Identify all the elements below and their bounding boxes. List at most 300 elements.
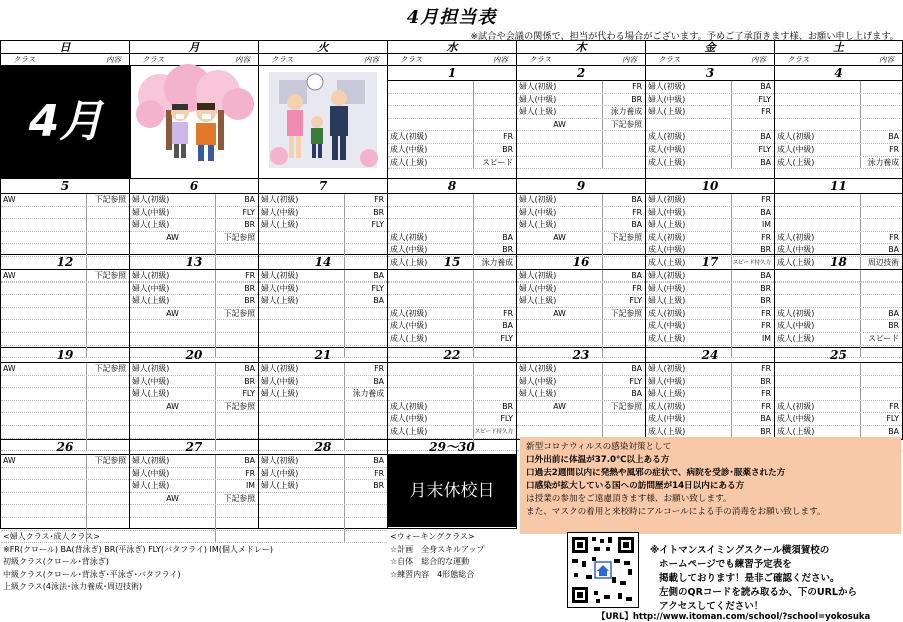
class-name: AW xyxy=(166,401,179,411)
schedule-row xyxy=(388,413,516,426)
class-name: 婦人(初級) xyxy=(261,195,299,204)
day-number: 5 xyxy=(1,179,129,194)
lesson-content: BR xyxy=(602,94,645,106)
covid-note: また、マスクの着用と来校時にアルコールによる手の消毒をお願い致します。 xyxy=(526,507,826,517)
schedule-row xyxy=(130,320,258,333)
schedule-row xyxy=(1,320,129,333)
class-name xyxy=(775,376,860,388)
content-subheader: 内容 xyxy=(364,55,379,64)
day-cell xyxy=(130,255,259,348)
class-name xyxy=(259,333,344,345)
lesson-content: BA xyxy=(860,308,902,320)
lesson-content: スピード xyxy=(860,333,902,345)
class-name: 成人(上級) xyxy=(777,257,815,267)
class-name: 婦人(初級) xyxy=(261,271,299,280)
school-url-link[interactable]: 【URL】http://www.itoman.com/school/?school=yokosuka xyxy=(597,612,871,622)
lesson-content: BA xyxy=(602,219,645,231)
lesson-content xyxy=(86,480,129,492)
schedule-row xyxy=(775,144,902,157)
qr-info-line: ホームページでも練習予定表を xyxy=(659,559,792,570)
lesson-content: FR xyxy=(473,308,516,320)
qr-code-icon[interactable] xyxy=(567,532,639,608)
day-cell xyxy=(388,440,517,529)
schedule-row xyxy=(517,388,645,401)
day-header: 日 xyxy=(0,40,130,54)
class-name: 婦人(中級) xyxy=(519,207,557,217)
content-subheader: 内容 xyxy=(751,55,766,64)
schedule-row xyxy=(1,401,129,414)
lesson-content: BA xyxy=(731,81,774,93)
schedule-row xyxy=(517,157,645,170)
schedule-row xyxy=(259,308,387,321)
lesson-content: スピード xyxy=(473,157,516,169)
day-cell xyxy=(775,66,903,179)
lesson-content xyxy=(86,468,129,480)
schedule-row xyxy=(775,413,902,426)
day-header: 月 xyxy=(130,40,259,54)
day-number: 8 xyxy=(388,179,516,194)
schedule-row xyxy=(130,376,258,389)
lesson-content xyxy=(344,401,387,413)
class-name xyxy=(388,81,473,93)
lesson-content: 泳力養成 xyxy=(344,388,387,400)
class-name: 成人(初級) xyxy=(777,232,815,242)
schedule-row xyxy=(130,194,258,207)
class-name: 婦人(初級) xyxy=(648,364,686,373)
covid-title: 新型コロナウィルスの感染対策として xyxy=(526,442,672,452)
class-name: 婦人(上級) xyxy=(132,389,170,399)
lesson-content: BR xyxy=(215,283,258,295)
class-name: 婦人(上級) xyxy=(261,220,299,230)
schedule-row xyxy=(388,320,516,333)
class-name: 婦人(初級) xyxy=(519,195,557,204)
schedule-row xyxy=(130,518,258,531)
class-name: 婦人(上級) xyxy=(519,107,557,117)
schedule-row xyxy=(388,376,516,389)
lesson-content xyxy=(86,320,129,332)
class-name: 婦人(上級) xyxy=(519,220,557,230)
class-name xyxy=(1,493,86,505)
column-subheader xyxy=(130,54,259,66)
schedule-row xyxy=(259,363,387,376)
class-name: 成人(初級) xyxy=(777,308,815,318)
schedule-row xyxy=(259,232,387,245)
class-name: 成人(中級) xyxy=(390,414,428,424)
class-name xyxy=(388,119,473,131)
content-subheader: 内容 xyxy=(235,55,250,64)
day-number: 18 xyxy=(775,255,902,270)
lesson-content xyxy=(860,219,902,231)
lesson-content: IM xyxy=(731,219,774,231)
schedule-row xyxy=(1,493,129,506)
day-cell xyxy=(130,66,259,179)
schedule-row xyxy=(646,94,774,107)
legend-line: ☆練習内容 4形態総合 xyxy=(390,569,475,579)
lesson-content: 下記参照 xyxy=(215,308,258,320)
schedule-row xyxy=(775,157,902,170)
lesson-content xyxy=(473,207,516,219)
day-number: 10 xyxy=(646,179,774,194)
legend-line: <ウォーキングクラス> xyxy=(390,532,475,541)
schedule-row xyxy=(775,401,902,414)
schedule-row xyxy=(775,320,902,333)
lesson-content: 下記参照 xyxy=(602,119,645,131)
lesson-content xyxy=(602,131,645,143)
lesson-content xyxy=(860,363,902,375)
lesson-content: FR xyxy=(602,81,645,93)
schedule-row xyxy=(130,505,258,518)
lesson-content: FLY xyxy=(215,388,258,400)
day-cell xyxy=(0,179,130,255)
class-name xyxy=(517,413,602,425)
class-name xyxy=(259,426,344,438)
schedule-row xyxy=(388,333,516,346)
class-name: AW xyxy=(166,308,179,318)
class-name: AW xyxy=(553,119,566,129)
day-cell xyxy=(388,348,517,440)
day-header: 金 xyxy=(646,40,775,54)
lesson-content xyxy=(860,119,902,131)
schedule-row xyxy=(517,270,645,283)
class-name: 婦人(中級) xyxy=(519,376,557,386)
legend-line: 上級クラス(4泳法･泳力養成･周辺技術) xyxy=(3,582,143,592)
class-name xyxy=(517,320,602,332)
day-number: 26 xyxy=(1,440,129,455)
lesson-content xyxy=(86,295,129,307)
class-name xyxy=(1,413,86,425)
class-name: 成人(中級) xyxy=(648,144,686,154)
schedule-row xyxy=(517,363,645,376)
class-name xyxy=(388,94,473,106)
schedule-row xyxy=(388,81,516,94)
class-name: 成人(中級) xyxy=(777,414,815,424)
schedule-row xyxy=(1,426,129,439)
lesson-content xyxy=(344,320,387,332)
schedule-row xyxy=(130,426,258,439)
schedule-row xyxy=(775,81,902,94)
class-name xyxy=(388,219,473,231)
class-name: 婦人(初級) xyxy=(132,456,170,465)
class-name: AW xyxy=(553,308,566,318)
class-name xyxy=(130,505,215,517)
class-name: 成人(初級) xyxy=(777,132,815,142)
class-name xyxy=(775,81,860,93)
lesson-content: BA xyxy=(473,320,516,332)
class-name xyxy=(775,207,860,219)
lesson-content xyxy=(473,219,516,231)
lesson-content xyxy=(473,363,516,375)
class-name: 婦人(中級) xyxy=(261,376,299,386)
class-name xyxy=(1,308,86,320)
class-name: AW xyxy=(166,232,179,242)
lesson-content xyxy=(473,119,516,131)
class-name: 成人(上級) xyxy=(648,257,686,267)
day-number: 28 xyxy=(259,440,387,455)
schedule-row xyxy=(775,308,902,321)
lesson-content xyxy=(860,270,902,282)
class-name: 婦人(上級) xyxy=(648,296,686,306)
class-name xyxy=(130,518,215,530)
schedule-row xyxy=(130,455,258,468)
class-name: 成人(初級) xyxy=(648,232,686,242)
column-subheader xyxy=(517,54,646,66)
lesson-content: BR xyxy=(344,207,387,219)
schedule-row xyxy=(388,270,516,283)
lesson-content: 泳力養成 xyxy=(602,106,645,118)
lesson-content xyxy=(215,333,258,345)
class-name: 成人(中級) xyxy=(777,321,815,331)
schedule-row xyxy=(259,388,387,401)
schedule-row xyxy=(517,144,645,157)
class-name xyxy=(775,94,860,106)
schedule-row xyxy=(130,468,258,481)
schedule-row xyxy=(517,333,645,346)
lesson-content: FR xyxy=(860,144,902,156)
class-name xyxy=(1,207,86,219)
lesson-content xyxy=(215,426,258,438)
class-name xyxy=(1,320,86,332)
class-name: 成人(中級) xyxy=(777,245,815,255)
lesson-content: BA xyxy=(860,244,902,256)
schedule-row xyxy=(259,518,387,531)
schedule-row xyxy=(1,219,129,232)
class-name xyxy=(775,270,860,282)
lesson-content: FLY xyxy=(215,207,258,219)
schedule-row xyxy=(775,376,902,389)
schedule-row xyxy=(259,376,387,389)
day-cell xyxy=(517,255,646,348)
class-name xyxy=(775,283,860,295)
class-name xyxy=(1,518,86,530)
class-name: 婦人(初級) xyxy=(132,195,170,204)
class-name: 成人(中級) xyxy=(648,321,686,331)
day-cell xyxy=(388,66,517,179)
class-subheader: クラス xyxy=(787,55,810,64)
lesson-content: FR xyxy=(731,320,774,332)
notice-text: ※試合や会議の関係で、担当が代わる場合がございます。予めご了承頂きます様、お願い申し上げます。 xyxy=(470,31,899,42)
class-name: 婦人(上級) xyxy=(132,220,170,230)
family-school-image xyxy=(259,66,387,176)
lesson-content: BA xyxy=(344,270,387,282)
class-name xyxy=(388,283,473,295)
schedule-row xyxy=(388,194,516,207)
lesson-content xyxy=(473,388,516,400)
lesson-content xyxy=(731,119,774,131)
day-number: 14 xyxy=(259,255,387,270)
schedule-row xyxy=(775,363,902,376)
class-name: AW xyxy=(3,456,16,465)
lesson-content: FR xyxy=(731,106,774,118)
schedule-row xyxy=(646,194,774,207)
class-name xyxy=(1,219,86,231)
lesson-content xyxy=(473,376,516,388)
lesson-content: 泳力養成 xyxy=(473,257,516,269)
class-name: 成人(初級) xyxy=(390,232,428,242)
class-name xyxy=(775,194,860,206)
lesson-content: BR xyxy=(860,320,902,332)
class-subheader: クラス xyxy=(529,55,552,64)
schedule-row xyxy=(130,283,258,296)
class-name: 成人(上級) xyxy=(390,257,428,267)
column-subheader xyxy=(388,54,517,66)
class-name xyxy=(259,232,344,244)
lesson-content xyxy=(86,518,129,530)
class-name: 婦人(中級) xyxy=(132,207,170,217)
day-cell xyxy=(259,440,388,529)
qr-info-text xyxy=(650,544,857,614)
schedule-row xyxy=(775,219,902,232)
schedule-row xyxy=(1,194,129,207)
lesson-content: BR xyxy=(215,295,258,307)
lesson-content: FR xyxy=(473,131,516,143)
lesson-content: FR xyxy=(860,232,902,244)
lesson-content: BA xyxy=(731,270,774,282)
schedule-row xyxy=(517,401,645,414)
day-number: 16 xyxy=(517,255,645,270)
class-name: 婦人(初級) xyxy=(261,364,299,373)
schedule-row xyxy=(775,207,902,220)
class-name xyxy=(130,426,215,438)
class-name: 婦人(初級) xyxy=(519,271,557,280)
lesson-content xyxy=(86,413,129,425)
schedule-row xyxy=(259,401,387,414)
schedule-row xyxy=(259,468,387,481)
class-name: 婦人(上級) xyxy=(648,107,686,117)
schedule-row xyxy=(646,207,774,220)
covid-item: 口感染が拡大している国への訪問歴が14日以内にある方 xyxy=(526,481,745,491)
class-name: 婦人(中級) xyxy=(519,283,557,293)
schedule-row xyxy=(1,413,129,426)
schedule-row xyxy=(775,131,902,144)
lesson-content xyxy=(602,413,645,425)
schedule-row xyxy=(1,270,129,283)
schedule-row xyxy=(259,207,387,220)
schedule-row xyxy=(130,480,258,493)
schedule-row xyxy=(259,455,387,468)
day-cell xyxy=(259,255,388,348)
day-header: 木 xyxy=(517,40,646,54)
class-name: 婦人(初級) xyxy=(519,82,557,91)
schedule-row xyxy=(517,283,645,296)
lesson-content xyxy=(473,295,516,307)
day-number: 9 xyxy=(517,179,645,194)
schedule-row xyxy=(517,308,645,321)
schedule-row xyxy=(775,333,902,346)
lesson-content: BA xyxy=(215,363,258,375)
lesson-content: FLY xyxy=(731,94,774,106)
class-name xyxy=(517,426,602,438)
lesson-content: FR xyxy=(602,207,645,219)
schedule-row xyxy=(130,295,258,308)
schedule-row xyxy=(517,320,645,333)
class-name: 婦人(初級) xyxy=(648,195,686,204)
schedule-row xyxy=(646,119,774,132)
class-name: 成人(中級) xyxy=(648,414,686,424)
column-subheader xyxy=(775,54,903,66)
day-cell xyxy=(775,255,903,348)
schedule-row xyxy=(646,388,774,401)
schedule-row xyxy=(646,376,774,389)
class-name: 婦人(中級) xyxy=(261,283,299,293)
lesson-content xyxy=(86,426,129,438)
schedule-row xyxy=(646,401,774,414)
lesson-content: FR xyxy=(344,468,387,480)
lesson-content xyxy=(215,413,258,425)
class-name: 婦人(上級) xyxy=(519,296,557,306)
schedule-row xyxy=(517,207,645,220)
lesson-content: BA xyxy=(731,131,774,143)
schedule-row xyxy=(517,413,645,426)
class-name: 成人(初級) xyxy=(777,401,815,411)
class-name: 成人(上級) xyxy=(648,333,686,343)
schedule-row xyxy=(388,232,516,245)
lesson-content xyxy=(602,320,645,332)
lesson-content: FR xyxy=(215,270,258,282)
lesson-content xyxy=(860,81,902,93)
lesson-content: BA xyxy=(215,455,258,467)
class-name xyxy=(259,493,344,505)
class-name: 婦人(中級) xyxy=(648,207,686,217)
day-number: 27 xyxy=(130,440,258,455)
class-name: 成人(上級) xyxy=(648,157,686,167)
legend-line: 中級クラス(クロール･背泳ぎ･平泳ぎ･バタフライ) xyxy=(3,569,181,579)
day-number: 2 xyxy=(517,66,645,81)
lesson-content: BA xyxy=(860,131,902,143)
lesson-content xyxy=(86,232,129,244)
class-name: 婦人(中級) xyxy=(132,468,170,478)
schedule-row xyxy=(130,493,258,506)
lesson-content: FR xyxy=(344,363,387,375)
class-name: 成人(初級) xyxy=(648,308,686,318)
schedule-row xyxy=(130,413,258,426)
covid-notice xyxy=(520,437,901,534)
class-name: AW xyxy=(553,401,566,411)
lesson-content xyxy=(86,308,129,320)
schedule-row xyxy=(517,131,645,144)
cherry-blossom-kids-image xyxy=(130,66,258,176)
lesson-content xyxy=(86,388,129,400)
lesson-content xyxy=(860,94,902,106)
lesson-content xyxy=(602,157,645,169)
lesson-content xyxy=(860,106,902,118)
schedule-row xyxy=(388,401,516,414)
lesson-content: BA xyxy=(344,295,387,307)
schedule-row xyxy=(517,219,645,232)
schedule-row xyxy=(130,232,258,245)
lesson-content xyxy=(473,81,516,93)
class-name xyxy=(388,363,473,375)
class-name: 婦人(中級) xyxy=(261,207,299,217)
class-name: 婦人(中級) xyxy=(261,468,299,478)
schedule-row xyxy=(646,81,774,94)
class-name: 成人(初級) xyxy=(390,308,428,318)
day-number: 21 xyxy=(259,348,387,363)
content-subheader: 内容 xyxy=(622,55,637,64)
day-header: 水 xyxy=(388,40,517,54)
class-name: 婦人(上級) xyxy=(648,220,686,230)
class-name: 成人(初級) xyxy=(648,401,686,411)
schedule-row xyxy=(775,388,902,401)
lesson-content: FR xyxy=(731,401,774,413)
qr-info-line: 掲載しております！是非ご確認ください。 xyxy=(659,573,840,584)
class-subheader: クラス xyxy=(271,55,294,64)
day-number: 3 xyxy=(646,66,774,81)
lesson-content xyxy=(344,308,387,320)
lesson-content: IM xyxy=(215,480,258,492)
class-name xyxy=(388,270,473,282)
class-name: 婦人(上級) xyxy=(261,389,299,399)
schedule-row xyxy=(517,94,645,107)
